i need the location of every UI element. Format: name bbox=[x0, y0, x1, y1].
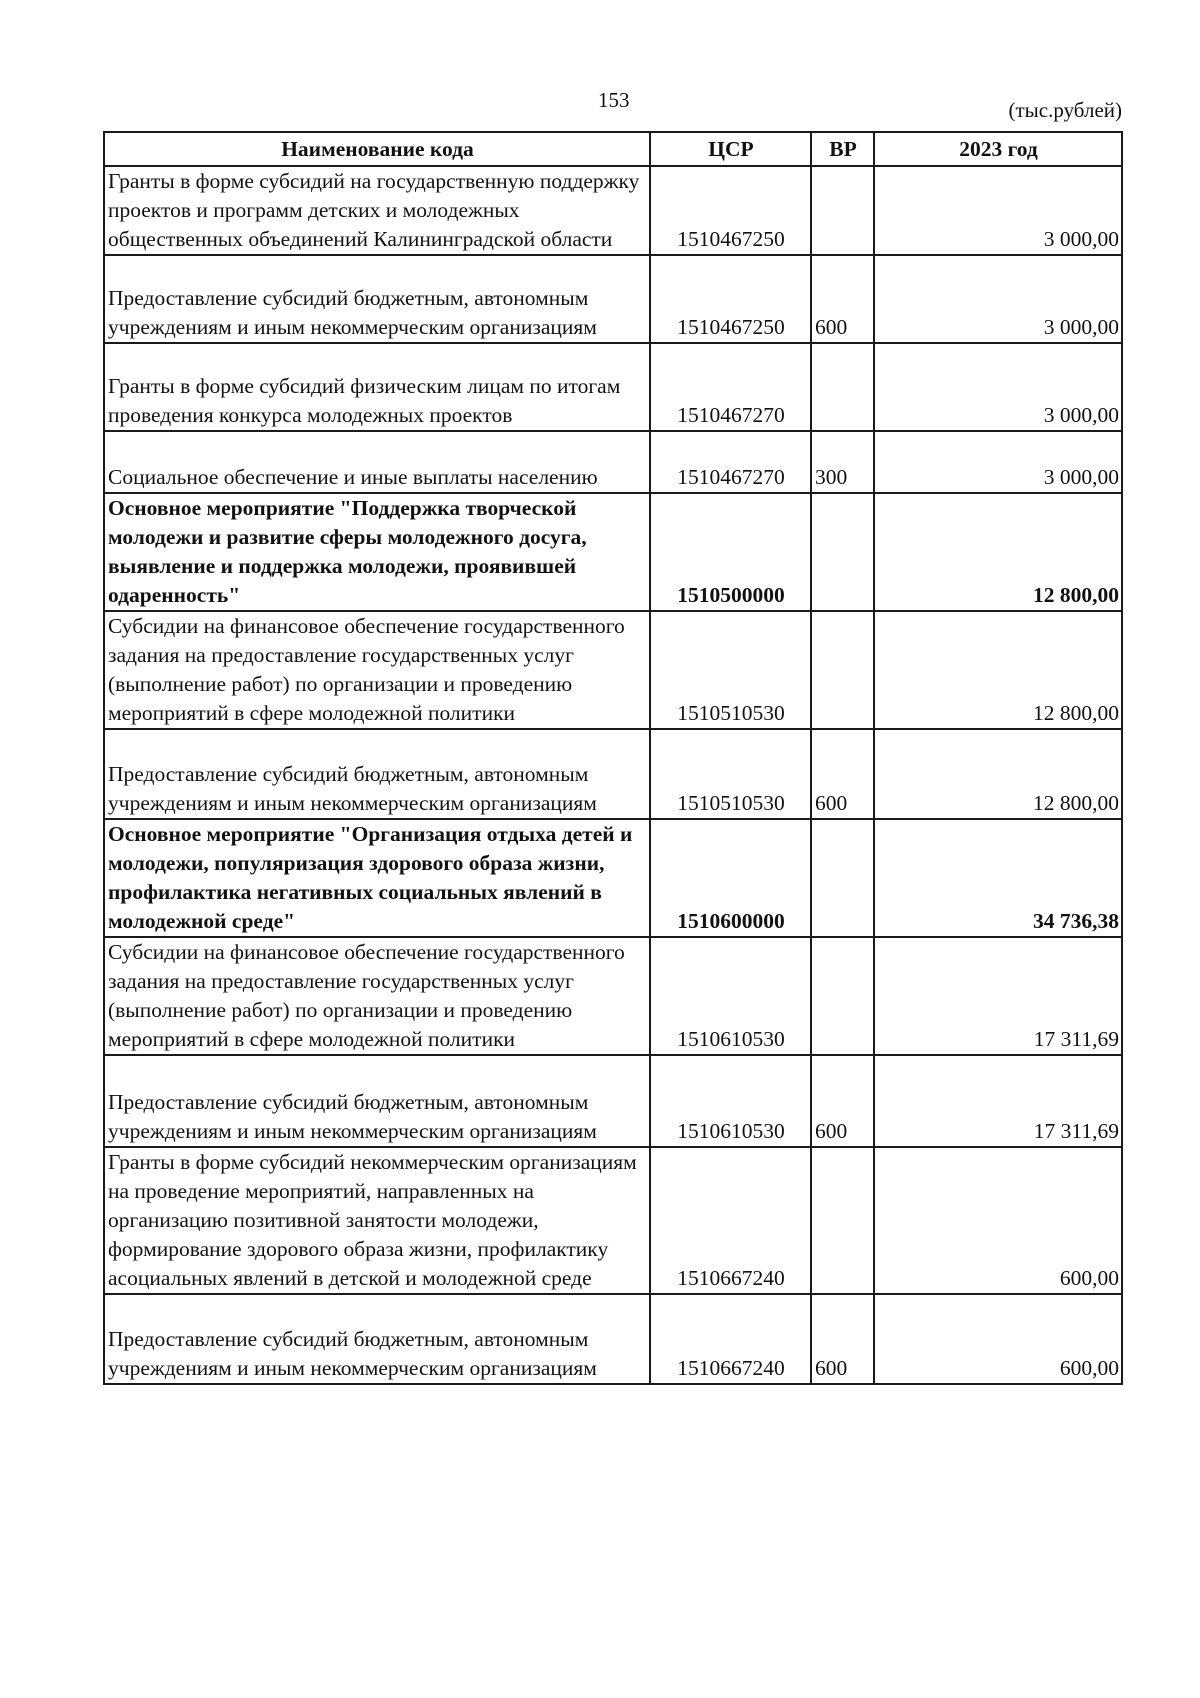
row-vr bbox=[811, 611, 874, 729]
row-vr bbox=[811, 937, 874, 1055]
row-csr: 1510500000 bbox=[650, 493, 811, 611]
table-row bbox=[104, 343, 1122, 431]
row-name: Предоставление субсидий бюджетным, автономным учреждениям и иным некоммерческим организациям bbox=[104, 255, 650, 343]
row-name: Социальное обеспечение и иные выплаты населению bbox=[104, 431, 650, 493]
units-label: (тыс.рублей) bbox=[1008, 98, 1122, 122]
row-name: Предоставление субсидий бюджетным, автономным учреждениям и иным некоммерческим организациям bbox=[104, 1294, 650, 1384]
row-amount: 3 000,00 bbox=[874, 431, 1122, 493]
row-csr: 1510467270 bbox=[650, 343, 811, 431]
table-row bbox=[104, 1294, 1122, 1384]
row-vr: 600 bbox=[811, 729, 874, 819]
row-amount: 12 800,00 bbox=[874, 611, 1122, 729]
page-number: 153 bbox=[598, 88, 630, 112]
table-row bbox=[104, 166, 1122, 255]
row-name: Основное мероприятие "Организация отдыха детей и молодежи, популяризация здорового образа жизни, профилактика негативных социальных явлений в молодежной среде" bbox=[104, 819, 650, 937]
table-row bbox=[104, 431, 1122, 493]
row-csr: 1510610530 bbox=[650, 937, 811, 1055]
row-csr: 1510600000 bbox=[650, 819, 811, 937]
row-name: Гранты в форме субсидий некоммерческим организациям на проведение мероприятий, направленных на организацию позитивной занятости молодежи, формирование здорового образа жизни, профилактику асоциальных явлений в детской и молодежной среде bbox=[104, 1147, 650, 1294]
row-amount: 600,00 bbox=[874, 1294, 1122, 1384]
row-csr: 1510510530 bbox=[650, 611, 811, 729]
table-row bbox=[104, 611, 1122, 729]
row-vr: 600 bbox=[811, 255, 874, 343]
row-vr bbox=[811, 493, 874, 611]
row-name: Субсидии на финансовое обеспечение государственного задания на предоставление государственных услуг (выполнение работ) по организации и проведению мероприятий в сфере молодежной политики bbox=[104, 611, 650, 729]
row-name: Предоставление субсидий бюджетным, автономным учреждениям и иным некоммерческим организациям bbox=[104, 1055, 650, 1147]
table-header-row bbox=[104, 132, 1122, 166]
row-amount: 34 736,38 bbox=[874, 819, 1122, 937]
row-name: Гранты в форме субсидий на государственную поддержку проектов и программ детских и молодежных общественных объединений Калининградской области bbox=[104, 166, 650, 255]
row-csr: 1510467250 bbox=[650, 255, 811, 343]
row-amount: 17 311,69 bbox=[874, 1055, 1122, 1147]
row-amount: 12 800,00 bbox=[874, 493, 1122, 611]
row-vr bbox=[811, 1147, 874, 1294]
row-vr bbox=[811, 819, 874, 937]
budget-table bbox=[103, 131, 1123, 1385]
table-row bbox=[104, 255, 1122, 343]
row-name: Субсидии на финансовое обеспечение государственного задания на предоставление государственных услуг (выполнение работ) по организации и проведению мероприятий в сфере молодежной политики bbox=[104, 937, 650, 1055]
header-name: Наименование кода bbox=[104, 132, 650, 166]
table-row bbox=[104, 1147, 1122, 1294]
row-name: Основное мероприятие "Поддержка творческой молодежи и развитие сферы молодежного досуга, выявление и поддержка молодежи, проявившей одаренность" bbox=[104, 493, 650, 611]
table-row-main-event bbox=[104, 493, 1122, 611]
row-amount: 3 000,00 bbox=[874, 255, 1122, 343]
row-csr: 1510667240 bbox=[650, 1294, 811, 1384]
row-csr: 1510610530 bbox=[650, 1055, 811, 1147]
table-row bbox=[104, 937, 1122, 1055]
table-row bbox=[104, 1055, 1122, 1147]
row-vr: 600 bbox=[811, 1294, 874, 1384]
row-csr: 1510467270 bbox=[650, 431, 811, 493]
row-vr: 600 bbox=[811, 1055, 874, 1147]
row-amount: 3 000,00 bbox=[874, 343, 1122, 431]
row-vr bbox=[811, 166, 874, 255]
header-csr: ЦСР bbox=[650, 132, 811, 166]
header-vr: ВР bbox=[811, 132, 874, 166]
header-year: 2023 год bbox=[874, 132, 1122, 166]
row-vr bbox=[811, 343, 874, 431]
row-amount: 17 311,69 bbox=[874, 937, 1122, 1055]
row-amount: 12 800,00 bbox=[874, 729, 1122, 819]
row-csr: 1510510530 bbox=[650, 729, 811, 819]
row-name: Предоставление субсидий бюджетным, автономным учреждениям и иным некоммерческим организациям bbox=[104, 729, 650, 819]
row-amount: 600,00 bbox=[874, 1147, 1122, 1294]
table-row-main-event bbox=[104, 819, 1122, 937]
row-csr: 1510667240 bbox=[650, 1147, 811, 1294]
row-amount: 3 000,00 bbox=[874, 166, 1122, 255]
row-csr: 1510467250 bbox=[650, 166, 811, 255]
table-row bbox=[104, 729, 1122, 819]
row-vr: 300 bbox=[811, 431, 874, 493]
row-name: Гранты в форме субсидий физическим лицам по итогам проведения конкурса молодежных проектов bbox=[104, 343, 650, 431]
